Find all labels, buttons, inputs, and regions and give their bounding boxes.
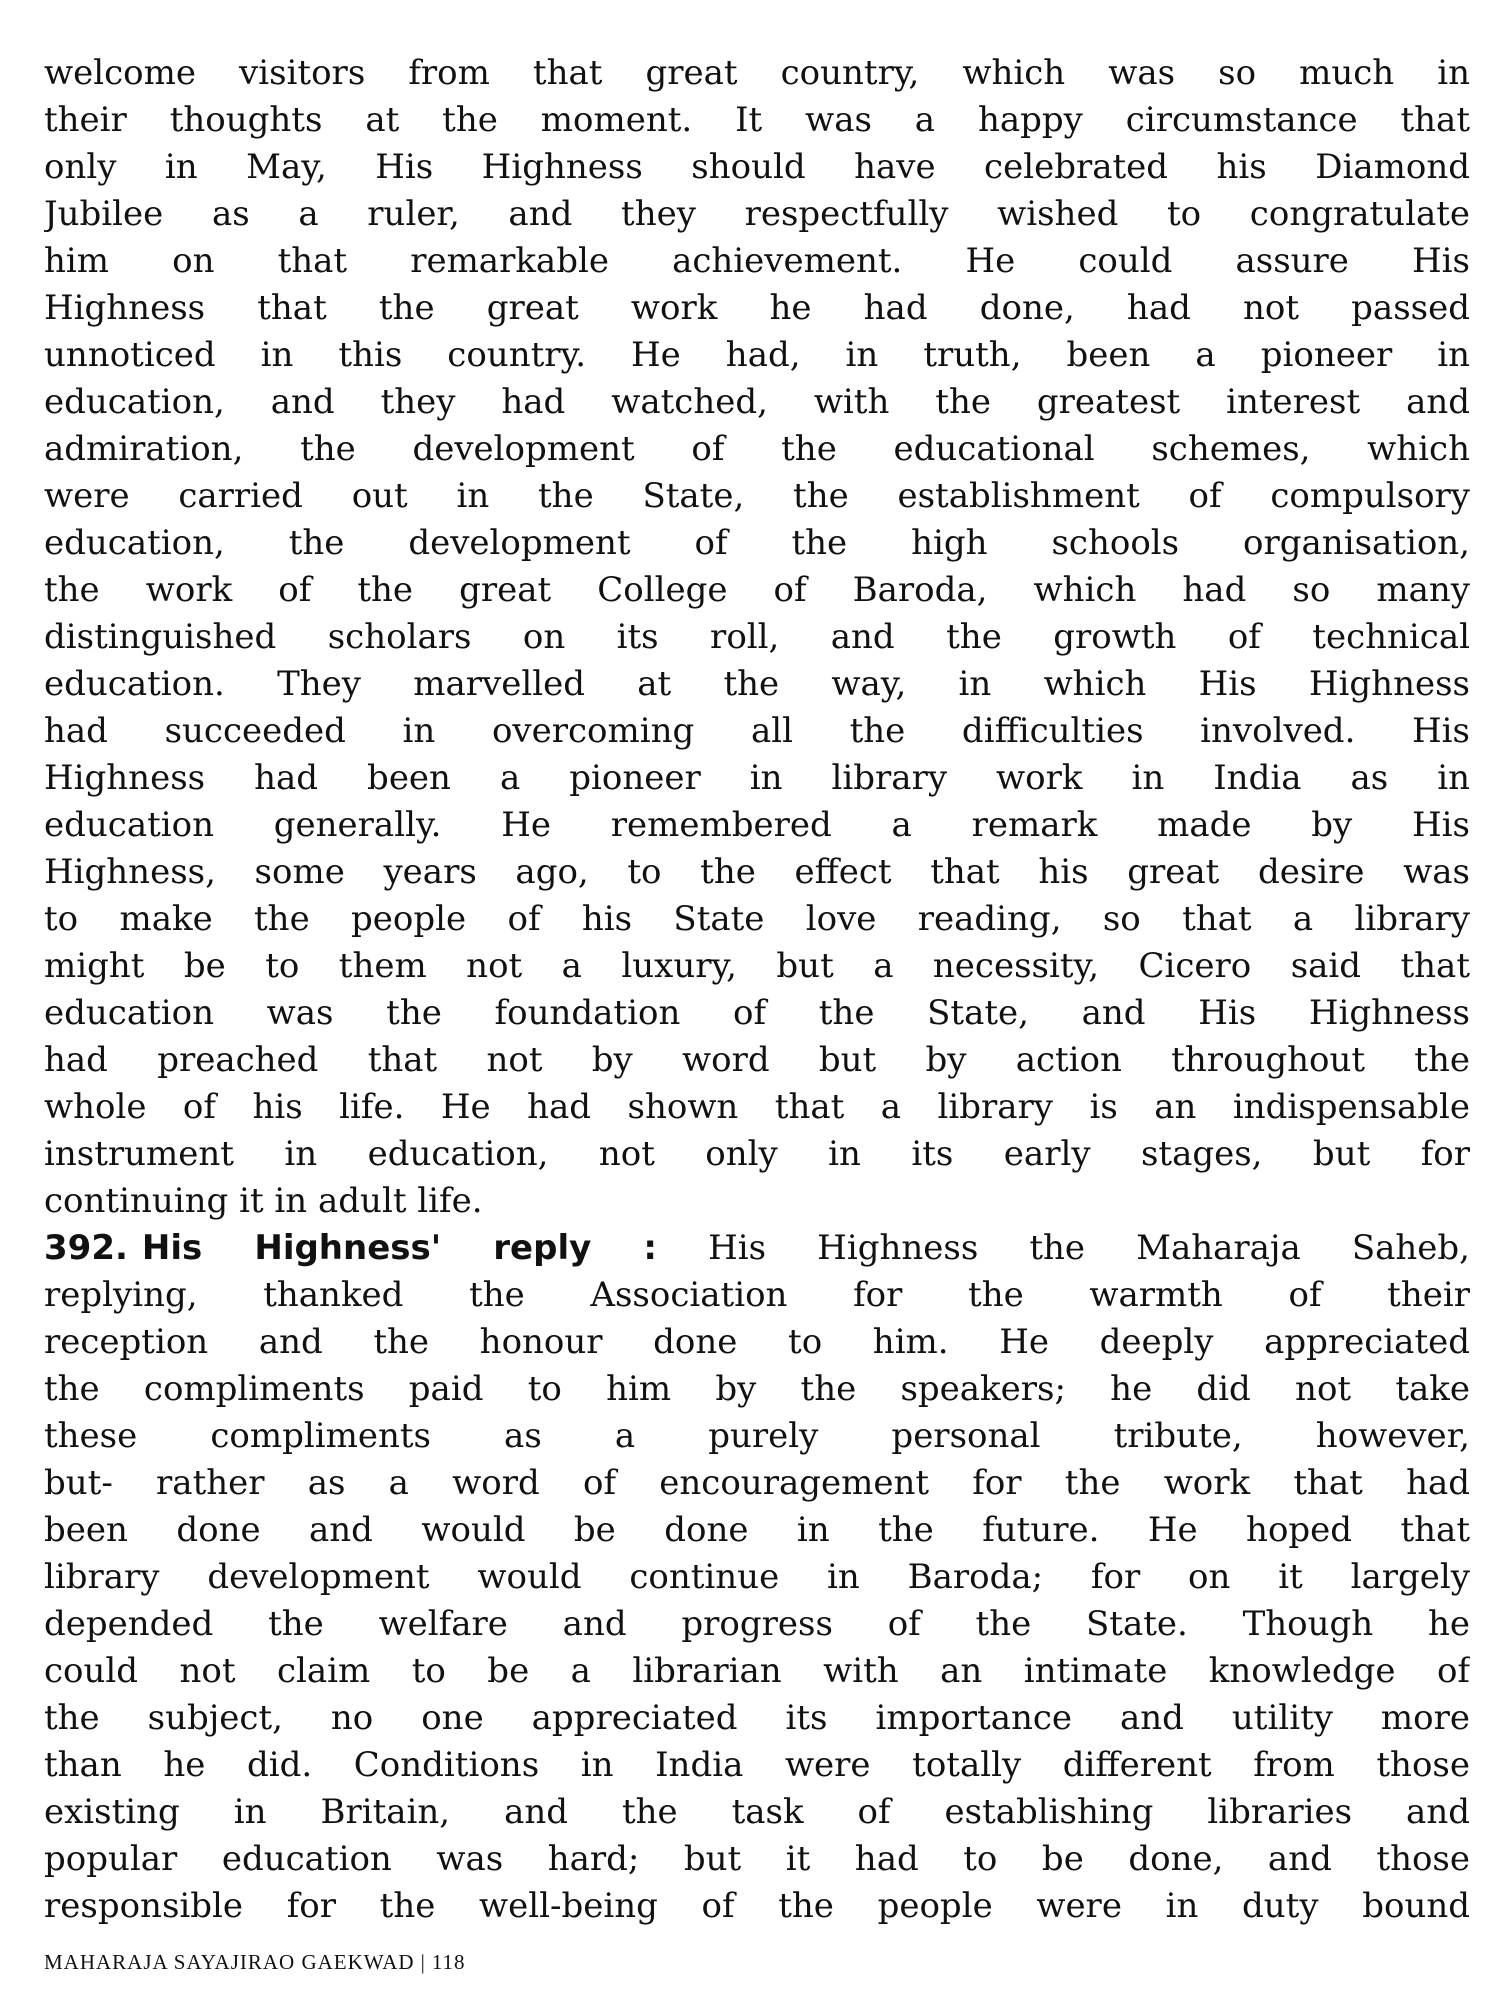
footer-book-title: MAHARAJA SAYAJIRAO GAEKWAD xyxy=(44,1950,415,1974)
text-line: these compliments as a purely personal tribute, however, xyxy=(44,1416,1470,1456)
text-line: replying, thanked the Association for the warmth of their xyxy=(44,1275,1470,1315)
text-line: distinguished scholars on its roll, and the growth of technical xyxy=(44,617,1470,657)
paragraph-391-continuation xyxy=(44,50,1470,1225)
text-line: education generally. He remembered a remark made by His xyxy=(44,805,1470,845)
text-line: had preached that not by word but by action throughout the xyxy=(44,1040,1470,1080)
text-line: unnoticed in this country. He had, in truth, been a pioneer in xyxy=(44,335,1470,375)
page-footer xyxy=(44,1950,466,1975)
body-text xyxy=(44,50,1470,1930)
text-line: reception and the honour done to him. He deeply appreciated xyxy=(44,1322,1470,1362)
text-line: education was the foundation of the State, and His Highness xyxy=(44,993,1470,1033)
text-line: only in May, His Highness should have celebrated his Diamond xyxy=(44,147,1470,187)
paragraph-392 xyxy=(44,1225,1470,1930)
footer-page-number: 118 xyxy=(431,1950,466,1974)
text-line: depended the welfare and progress of the State. Though he xyxy=(44,1604,1470,1644)
text-line: existing in Britain, and the task of establishing libraries and xyxy=(44,1792,1470,1832)
text-line: library development would continue in Baroda; for on it largely xyxy=(44,1557,1470,1597)
text-line: whole of his life. He had shown that a library is an indispensable xyxy=(44,1087,1470,1127)
paragraph-heading: His Highness' reply : xyxy=(141,1228,657,1268)
text-line: were carried out in the State, the establishment of compulsory xyxy=(44,476,1470,516)
text-line: instrument in education, not only in its early stages, but for xyxy=(44,1134,1470,1174)
text-line: continuing it in adult life. xyxy=(44,1181,483,1221)
text-line: responsible for the well-being of the people were in duty bound xyxy=(44,1886,1470,1926)
text-line: education, and they had watched, with the greatest interest and xyxy=(44,382,1470,422)
text-line: Highness had been a pioneer in library work in India as in xyxy=(44,758,1470,798)
text-line: than he did. Conditions in India were totally different from those xyxy=(44,1745,1470,1785)
paragraph-392-first-line xyxy=(44,1225,1470,1272)
text-line: Highness, some years ago, to the effect that his great desire was xyxy=(44,852,1470,892)
text-line: could not claim to be a librarian with an intimate knowledge of xyxy=(44,1651,1470,1691)
text-line: Highness that the great work he had done, had not passed xyxy=(44,288,1470,328)
text-line: the compliments paid to him by the speakers; he did not take xyxy=(44,1369,1470,1409)
text-line: education, the development of the high schools organisation, xyxy=(44,523,1470,563)
text-line: to make the people of his State love reading, so that a library xyxy=(44,899,1470,939)
text-line: popular education was hard; but it had to be done, and those xyxy=(44,1839,1470,1879)
text-line: Jubilee as a ruler, and they respectfully wished to congratulate xyxy=(44,194,1470,234)
text-line: the work of the great College of Baroda, which had so many xyxy=(44,570,1470,610)
text-line: welcome visitors from that great country, which was so much in xyxy=(44,53,1470,93)
paragraph-number: 392. xyxy=(44,1228,128,1268)
text-line: but- rather as a word of encouragement for the work that had xyxy=(44,1463,1470,1503)
footer-separator: | xyxy=(420,1950,426,1974)
text-line: him on that remarkable achievement. He could assure His xyxy=(44,241,1470,281)
text-line: had succeeded in overcoming all the difficulties involved. His xyxy=(44,711,1470,751)
paragraph-first-line-text: His Highness the Maharaja Saheb, xyxy=(657,1228,1470,1268)
text-line: their thoughts at the moment. It was a happy circumstance that xyxy=(44,100,1470,140)
text-line: education. They marvelled at the way, in which His Highness xyxy=(44,664,1470,704)
text-line: been done and would be done in the future. He hoped that xyxy=(44,1510,1470,1550)
text-line: admiration, the development of the educational schemes, which xyxy=(44,429,1470,469)
text-line: the subject, no one appreciated its importance and utility more xyxy=(44,1698,1470,1738)
text-line: might be to them not a luxury, but a necessity, Cicero said that xyxy=(44,946,1470,986)
